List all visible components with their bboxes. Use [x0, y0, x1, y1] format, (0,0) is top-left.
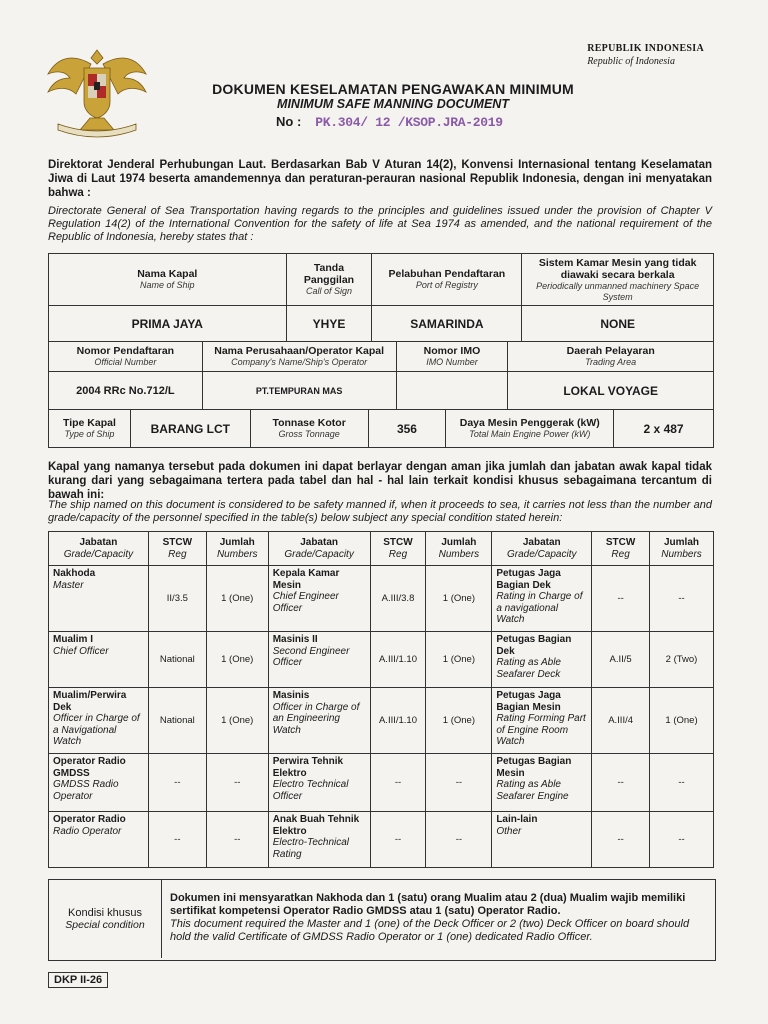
official-number-header: Nomor Pendaftaran Official Number	[49, 342, 203, 372]
numbers-cell: 1 (One)	[206, 632, 268, 688]
engine-system-header: Sistem Kamar Mesin yang tidak diawaki secara berkala Periodically unmanned machinery Space System	[522, 254, 714, 306]
grade-cell: Lain-lain Other	[492, 812, 592, 868]
numbers-cell: 1 (One)	[206, 688, 268, 754]
imo-value	[396, 372, 508, 410]
gross-tonnage-header: Tonnase Kotor Gross Tonnage	[250, 410, 368, 448]
numbers-cell: 1 (One)	[426, 632, 492, 688]
stcw-cell: II/3.5	[148, 566, 206, 632]
crew-table	[48, 531, 714, 868]
grade-cell: Operator Radio GMDSS GMDSS Radio Operator	[49, 754, 149, 812]
statement-en: The ship named on this document is considered to be safety manned if, when it proceeds to sea, it carries not less than the number and grade/capacity of the personnel specified in the table(s) below subject any special condition stated herein:	[48, 499, 712, 524]
statement-id: Kapal yang namanya tersebut pada dokumen ini dapat berlayar dengan aman jika jumlah dan jabatan awak kapal tidak kurang dari yang sebagaimana tertera pada tabel dan hal - hal lain terkait kondisi khusus sebagaimana tercantum di bawah ini:	[48, 461, 712, 501]
numbers-cell: --	[650, 812, 714, 868]
crew-row	[49, 632, 714, 688]
numbers-header: Jumlah Numbers	[206, 532, 268, 566]
numbers-header: Jumlah Numbers	[650, 532, 714, 566]
numbers-header: Jumlah Numbers	[426, 532, 492, 566]
grade-cell: Operator Radio Radio Operator	[49, 812, 149, 868]
grade-header: Jabatan Grade/Capacity	[49, 532, 149, 566]
registration-table	[48, 341, 714, 410]
stcw-cell: A.III/4	[592, 688, 650, 754]
stcw-header: STCW Reg	[592, 532, 650, 566]
number-value-stamp: PK.304/ 12 /KSOP.JRA-2019	[315, 115, 503, 130]
stcw-cell: National	[148, 632, 206, 688]
engine-power-header: Daya Mesin Penggerak (kW) Total Main Engine Power (kW)	[446, 410, 614, 448]
stcw-cell: --	[592, 754, 650, 812]
republic-label: REPUBLIK INDONESIA	[587, 43, 704, 54]
trading-area-value: LOKAL VOYAGE	[508, 372, 714, 410]
document-title	[150, 81, 636, 111]
form-code: DKP II-26	[48, 972, 108, 988]
engine-power-value: 2 x 487	[614, 410, 714, 448]
republic-heading	[587, 42, 704, 68]
stcw-cell: A.III/3.8	[370, 566, 426, 632]
grade-cell: Petugas Bagian Dek Rating as Able Seafarer Deck	[492, 632, 592, 688]
grade-header: Jabatan Grade/Capacity	[268, 532, 370, 566]
gross-tonnage-value: 356	[368, 410, 446, 448]
stcw-cell: A.II/5	[592, 632, 650, 688]
stcw-cell: A.III/1.10	[370, 632, 426, 688]
numbers-cell: 1 (One)	[426, 566, 492, 632]
official-number-value: 2004 RRc No.712/L	[49, 372, 203, 410]
grade-header: Jabatan Grade/Capacity	[492, 532, 592, 566]
crew-row	[49, 688, 714, 754]
stcw-cell: --	[148, 754, 206, 812]
grade-cell: Masinis II Second Engineer Officer	[268, 632, 370, 688]
numbers-cell: 1 (One)	[426, 688, 492, 754]
engine-system-value: NONE	[522, 306, 714, 342]
intro-id: Direktorat Jenderal Perhubungan Laut. Berdasarkan Bab V Aturan 14(2), Konvensi Internasional tentang Keselamatan Jiwa di Laut 1974 beserta amandemennya dan peraturan-perauran nasional Republik Indonesia, dengan ini menyatakan bahwa :	[48, 159, 712, 199]
call-sign-header: Tanda Panggilan Call of Sign	[286, 254, 372, 306]
stcw-cell: --	[148, 812, 206, 868]
trading-area-header: Daerah Pelayaran Trading Area	[508, 342, 714, 372]
numbers-cell: --	[206, 754, 268, 812]
stcw-header: STCW Reg	[148, 532, 206, 566]
numbers-cell: --	[426, 754, 492, 812]
stcw-cell: --	[370, 754, 426, 812]
grade-cell: Petugas Jaga Bagian Mesin Rating Forming Part of Engine Room Watch	[492, 688, 592, 754]
special-condition-text: Dokumen ini mensyaratkan Nakhoda dan 1 (satu) orang Mualim atau 2 (dua) Mualim wajib memiliki sertifikat kompetensi Operator Radio GMDSS atau 1 (satu) Operator Radio. This document required the Master and 1 (one) of the Deck Officer or 2 (two) Deck Officer on board should hold the valid Certificate of GMDSS Radio Operator or 1 (one) dedicated Radio Officer.	[170, 892, 690, 943]
grade-cell: Petugas Bagian Mesin Rating as Able Seafarer Engine	[492, 754, 592, 812]
special-condition-box	[48, 879, 716, 961]
crew-row	[49, 812, 714, 868]
grade-cell: Masinis Officer in Charge of an Engineering Watch	[268, 688, 370, 754]
ship-details-table	[48, 253, 714, 342]
imo-header: Nomor IMO IMO Number	[396, 342, 508, 372]
stcw-cell: --	[370, 812, 426, 868]
number-label: No :	[276, 114, 302, 129]
ship-name-header: Nama Kapal Name of Ship	[49, 254, 287, 306]
grade-cell: Mualim/Perwira Dek Officer in Charge of a Navigational Watch	[49, 688, 149, 754]
crew-row	[49, 754, 714, 812]
type-value: BARANG LCT	[130, 410, 250, 448]
stcw-cell: --	[592, 566, 650, 632]
title-en: MINIMUM SAFE MANNING DOCUMENT	[277, 97, 509, 111]
stcw-cell: --	[592, 812, 650, 868]
type-header: Tipe Kapal Type of Ship	[49, 410, 131, 448]
company-header: Nama Perusahaan/Operator Kapal Company's Name/Ship's Operator	[202, 342, 396, 372]
grade-cell: Petugas Jaga Bagian Dek Rating in Charge of a navigational Watch	[492, 566, 592, 632]
crew-table-header	[49, 532, 714, 566]
numbers-cell: 1 (One)	[206, 566, 268, 632]
garuda-emblem-icon	[44, 44, 150, 140]
grade-cell: Mualim I Chief Officer	[49, 632, 149, 688]
grade-cell: Anak Buah Tehnik Elektro Electro-Technical Rating	[268, 812, 370, 868]
stcw-cell: National	[148, 688, 206, 754]
ship-name-value: PRIMA JAYA	[49, 306, 287, 342]
port-value: SAMARINDA	[372, 306, 522, 342]
numbers-cell: --	[426, 812, 492, 868]
grade-cell: Nakhoda Master	[49, 566, 149, 632]
republic-label-en: Republic of Indonesia	[587, 56, 675, 67]
numbers-cell: --	[650, 754, 714, 812]
call-sign-value: YHYE	[286, 306, 372, 342]
title-id: DOKUMEN KESELAMATAN PENGAWAKAN MINIMUM	[212, 81, 574, 97]
document-number	[276, 114, 503, 130]
port-header: Pelabuhan Pendaftaran Port of Registry	[372, 254, 522, 306]
stcw-cell: A.III/1.10	[370, 688, 426, 754]
grade-cell: Kepala Kamar Mesin Chief Engineer Officer	[268, 566, 370, 632]
ship-type-table	[48, 409, 714, 448]
stcw-header: STCW Reg	[370, 532, 426, 566]
grade-cell: Perwira Tehnik Elektro Electro Technical Officer	[268, 754, 370, 812]
special-condition-label: Kondisi khusus Special condition	[49, 880, 162, 958]
intro-en: Directorate General of Sea Transportation having regards to the principles and guidelines issued under the provision of Chapter V Regulation 14(2) of the International Convention for the safety of life at Sea 1974 as amended, and the national requirement of the Republic of Indonesia, hereby states that :	[48, 205, 712, 243]
company-value: PT.TEMPURAN MAS	[202, 372, 396, 410]
numbers-cell: --	[206, 812, 268, 868]
numbers-cell: 1 (One)	[650, 688, 714, 754]
crew-row	[49, 566, 714, 632]
numbers-cell: 2 (Two)	[650, 632, 714, 688]
numbers-cell: --	[650, 566, 714, 632]
